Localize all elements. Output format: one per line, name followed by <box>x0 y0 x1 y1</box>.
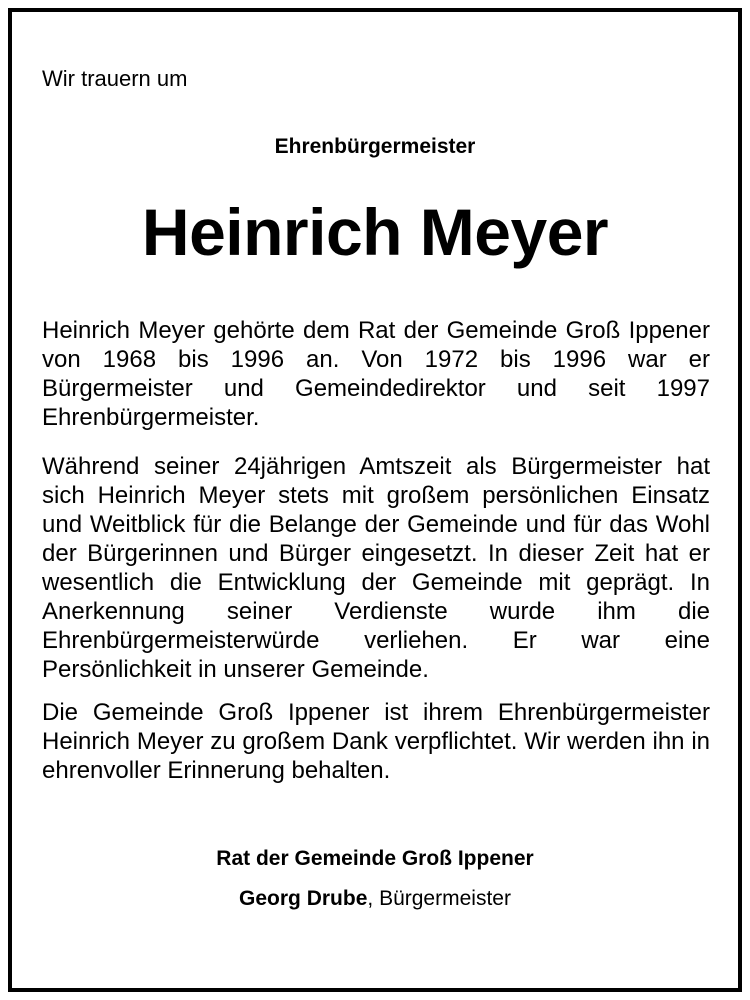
signer-name: Georg Drube <box>239 887 368 910</box>
paragraph-tenure: Während seiner 24jährigen Amtszeit als Bürgermeister hat sich Heinrich Meyer stets mit großem persönlichen Einsatz und Weitblick für die Belange der Gemeinde und für das Wohl der Bürgerinnen und Bürger eingesetzt. In dieser Zeit hat er wesentlich die Entwicklung der Gemeinde mit geprägt. In Anerkennung seiner Verdienste wurde ihm die Ehrenbürgermeisterwürde verliehen. Er war eine Persönlichkeit in unserer Gemeinde. <box>42 453 710 683</box>
signature-signer <box>0 886 750 912</box>
signer-role: , Bürgermeister <box>367 887 511 910</box>
honorific-title: Ehrenbürgermeister <box>274 135 476 158</box>
paragraph-thanks: Die Gemeinde Groß Ippener ist ihrem Ehrenbürgermeister Heinrich Meyer zu großem Dank verpflichtet. Wir werden ihn in ehrenvoller Erinnerung behalten. <box>42 699 710 784</box>
intro-text: Wir trauern um <box>42 66 188 91</box>
signature-organization: Rat der Gemeinde Groß Ippener <box>216 847 534 870</box>
paragraph-career: Heinrich Meyer gehörte dem Rat der Gemeinde Groß Ippener von 1968 bis 1996 an. Von 1972 bis 1996 war er Bürgermeister und Gemeindedirektor und seit 1997 Ehrenbürgermeister. <box>42 317 710 431</box>
deceased-name: Heinrich Meyer <box>141 195 609 269</box>
